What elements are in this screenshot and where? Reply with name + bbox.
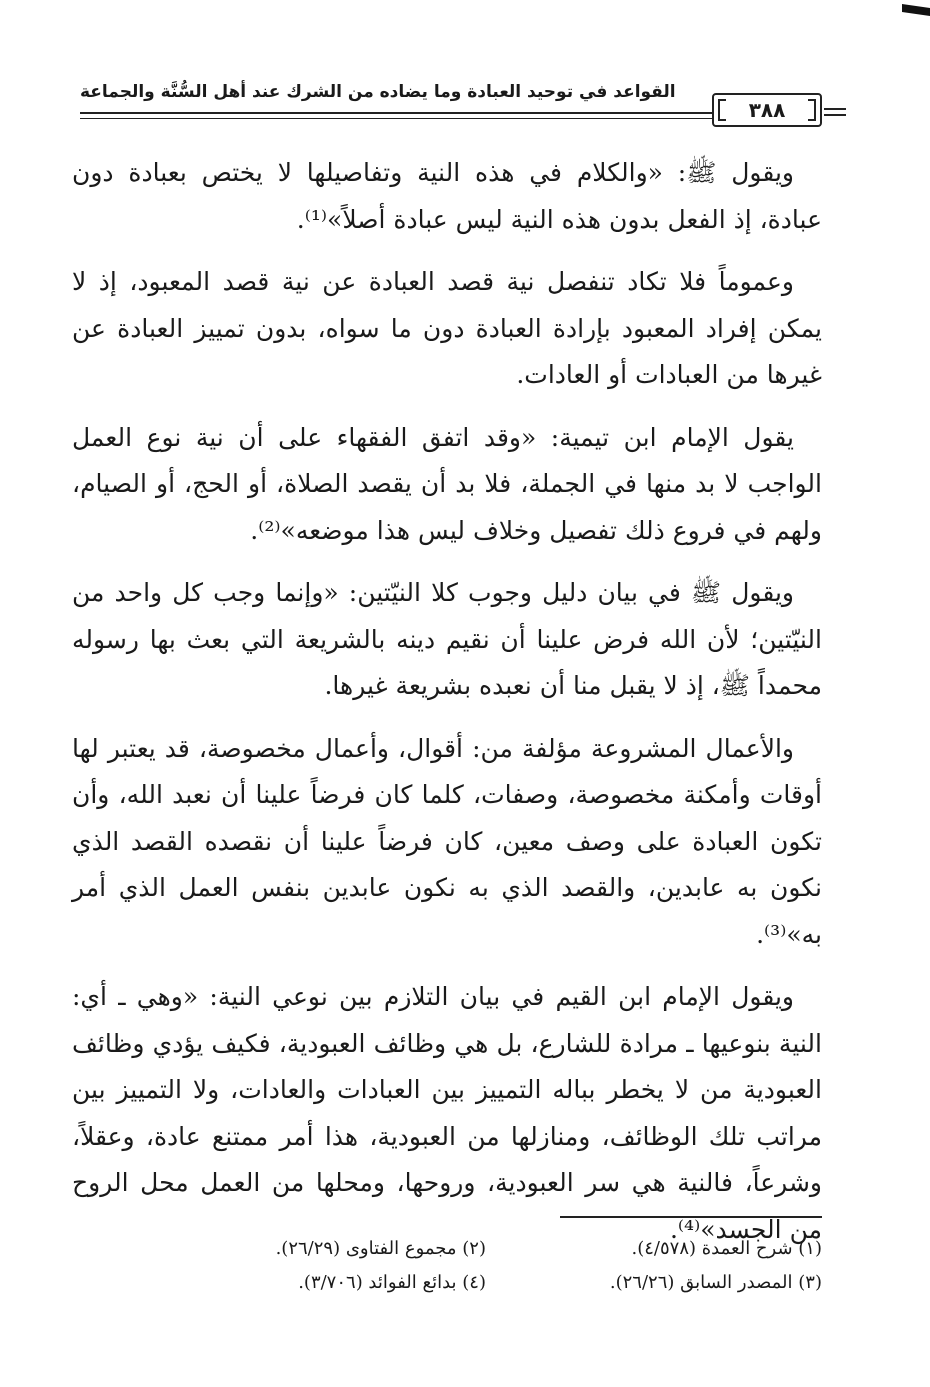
page-number-text: ٣٨٨ bbox=[748, 98, 786, 122]
footnote: (١) شرح العمدة (٤/٥٧٨). bbox=[631, 1238, 822, 1259]
paragraph: ويقول ﷺ في بيان دليل وجوب كلا النيّتين: «وإنما وجب كل واحد من النيّتين؛ لأن الله فرض علينا أن نقيم دينه بالشريعة التي بعث بها رسوله محمداً ﷺ، إذ لا يقبل منا أن نعبده بشريعة غيرها. bbox=[72, 578, 822, 700]
footnote: (٤) بدائع الفوائد (٣/٧٠٦). bbox=[298, 1272, 486, 1293]
running-header-title: القواعد في توحيد العبادة وما يضاده من الشرك عند أهل السُّنَّة والجماعة bbox=[80, 82, 676, 102]
page-number-rule bbox=[824, 108, 846, 116]
paragraph: يقول الإمام ابن تيمية: «وقد اتفق الفقهاء على أن نية نوع العمل الواجب لا بد منها في الجملة، فلا بد أن يقصد الصلاة، أو الحج، أو الصيام، ولهم في فروع ذلك تفصيل وخلاف ليس هذا موضعه»⁽²⁾. bbox=[72, 422, 822, 545]
footnote-row bbox=[150, 1232, 822, 1266]
paragraph: ويقول ﷺ: «والكلام في هذه النية وتفاصيلها لا يختص بعبادة دون عبادة، إذ الفعل بدون هذه النية ليس عبادة أصلاً»⁽¹⁾. bbox=[72, 158, 822, 234]
footnote-separator bbox=[560, 1216, 822, 1218]
footnote-row bbox=[150, 1266, 822, 1300]
paragraph: ويقول الإمام ابن القيم في بيان التلازم بين نوعي النية: «وهي ـ أي: النية بنوعيها ـ مرادة للشارع، بل هي وظائف العبودية، فكيف يؤدي وظائف العبودية من لا يخطر بباله التمييز بين العبادات والعادات، ولا التمييز بين مراتب تلك الوظائف، ومنازلها من العبودية، هذا أمر ممتنع عادة، وعقلاً، وشرعاً، فالنية هي سر العبودية، وروحها، ومحلها من العمل محل الروح من الجسد»⁽⁴⁾. bbox=[72, 982, 822, 1244]
header-rule-thin bbox=[80, 118, 800, 119]
footnotes bbox=[150, 1232, 822, 1300]
paragraph: والأعمال المشروعة مؤلفة من: أقوال، وأعمال مخصوصة، قد يعتبر لها أوقات وأمكنة مخصوصة، وصفات، كلما كان فرضاً علينا أن نعبد الله، وأن تكون العبادة على وصف معين، كان فرضاً علينا أن نقصده القصد الذي نكون به عابدين، والقصد الذي به نكون عابدين بنفس العمل الذي أمر به»⁽³⁾. bbox=[72, 733, 822, 949]
main-text bbox=[72, 150, 822, 1269]
header-rule-thick bbox=[80, 112, 800, 114]
page-number bbox=[712, 93, 822, 127]
paragraph: وعموماً فلا تكاد تنفصل نية قصد العبادة عن نية قصد المعبود، إذ لا يمكن إفراد المعبود بإرادة العبادة دون ما سواه، بدون تمييز العبادة عن غيرها من العبادات أو العادات. bbox=[72, 267, 822, 389]
footnote: (٢) مجموع الفتاوى (٢٦/٢٩). bbox=[275, 1238, 486, 1259]
scan-corner-mark bbox=[902, 4, 930, 16]
footnote: (٣) المصدر السابق (٢٦/٢٦). bbox=[609, 1272, 822, 1293]
